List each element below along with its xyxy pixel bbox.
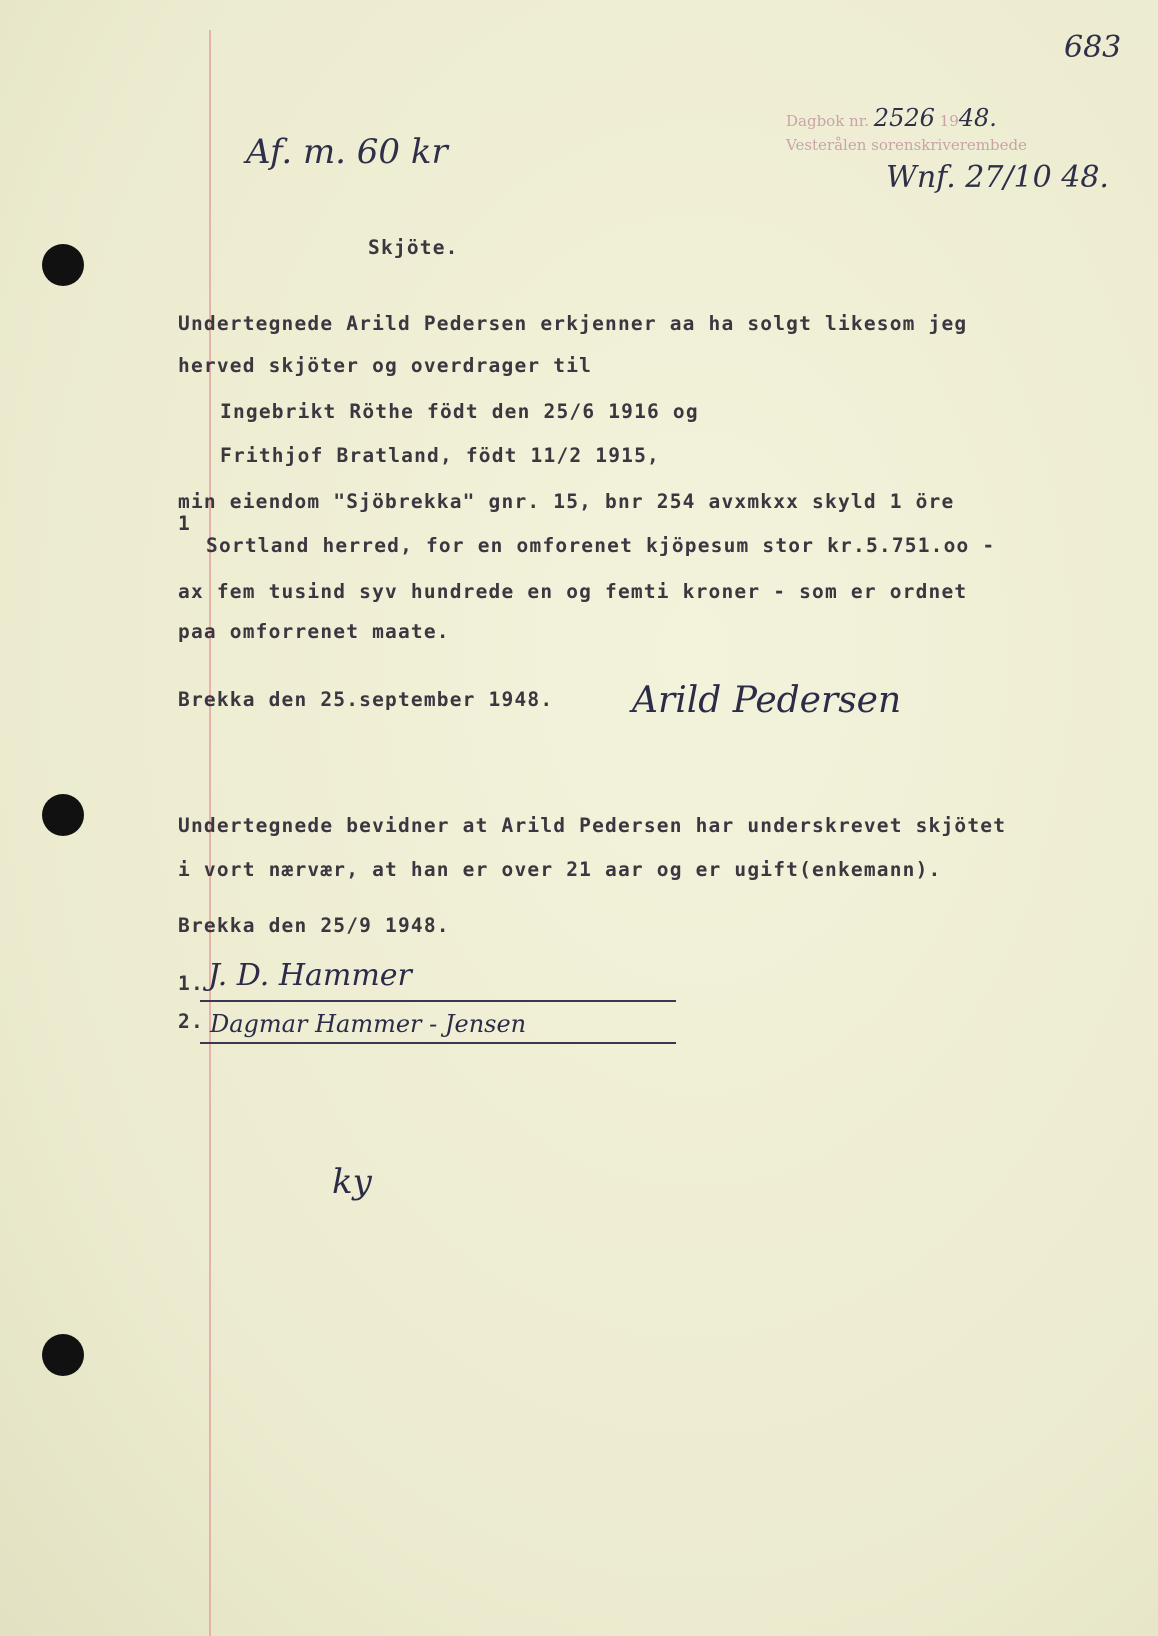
- body-line-1: Undertegnede Arild Pedersen erkjenner aa ha solgt likesom jeg: [178, 312, 968, 335]
- fee-note: Af. m. 60 kr: [246, 132, 448, 172]
- witness-1-line: [200, 1000, 676, 1002]
- place-date-2: Brekka den 25/9 1948.: [178, 914, 450, 937]
- registration-note: Wnf. 27/10 48.: [886, 160, 1109, 195]
- initials: ky: [332, 1162, 372, 1202]
- document-title: Skjöte.: [368, 236, 459, 259]
- witness-2-number: 2.: [178, 1010, 204, 1033]
- witness-line-1: Undertegnede bevidner at Arild Pedersen har underskrevet skjötet: [178, 814, 1007, 837]
- witness-line-2: i vort nærvær, at han er over 21 aar og er ugift(enkemann).: [178, 858, 942, 881]
- body-line-2: herved skjöter og overdrager til: [178, 354, 593, 377]
- punch-hole-bottom: [42, 1334, 84, 1376]
- body-line-3: Ingebrikt Röthe födt den 25/6 1916 og: [220, 400, 699, 423]
- page-number: 683: [1064, 30, 1122, 65]
- dagbok-number: 2526: [873, 104, 935, 132]
- witness-1-number: 1.: [178, 972, 204, 995]
- body-line-6: 1: [178, 512, 191, 535]
- body-line-7: Sortland herred, for en omforenet kjöpesum stor kr.5.751.oo -: [206, 534, 996, 557]
- punch-hole-top: [42, 244, 84, 286]
- body-line-8: ax fem tusind syv hundrede en og femti kroner - som er ordnet: [178, 580, 968, 603]
- body-line-9: paa omforrenet maate.: [178, 620, 450, 643]
- body-line-4: Frithjof Bratland, födt 11/2 1915,: [220, 444, 660, 467]
- dagbok-year-prefix: 19: [939, 112, 959, 130]
- office-stamp: Vesterålen sorenskriverembede: [786, 136, 1027, 154]
- dagbok-stamp: [786, 104, 997, 132]
- body-line-5: min eiendom "Sjöbrekka" gnr. 15, bnr 254 avxmkxx skyld 1 öre: [178, 490, 955, 513]
- witness-1-signature: J. D. Hammer: [208, 958, 412, 993]
- place-date-1: Brekka den 25.september 1948.: [178, 688, 554, 711]
- witness-2-signature: Dagmar Hammer - Jensen: [210, 1010, 527, 1038]
- seller-signature: Arild Pedersen: [632, 680, 902, 721]
- punch-hole-middle: [42, 794, 84, 836]
- dagbok-year-suffix: 48.: [958, 104, 997, 132]
- witness-2-line: [200, 1042, 676, 1044]
- dagbok-label: Dagbok nr.: [786, 112, 870, 130]
